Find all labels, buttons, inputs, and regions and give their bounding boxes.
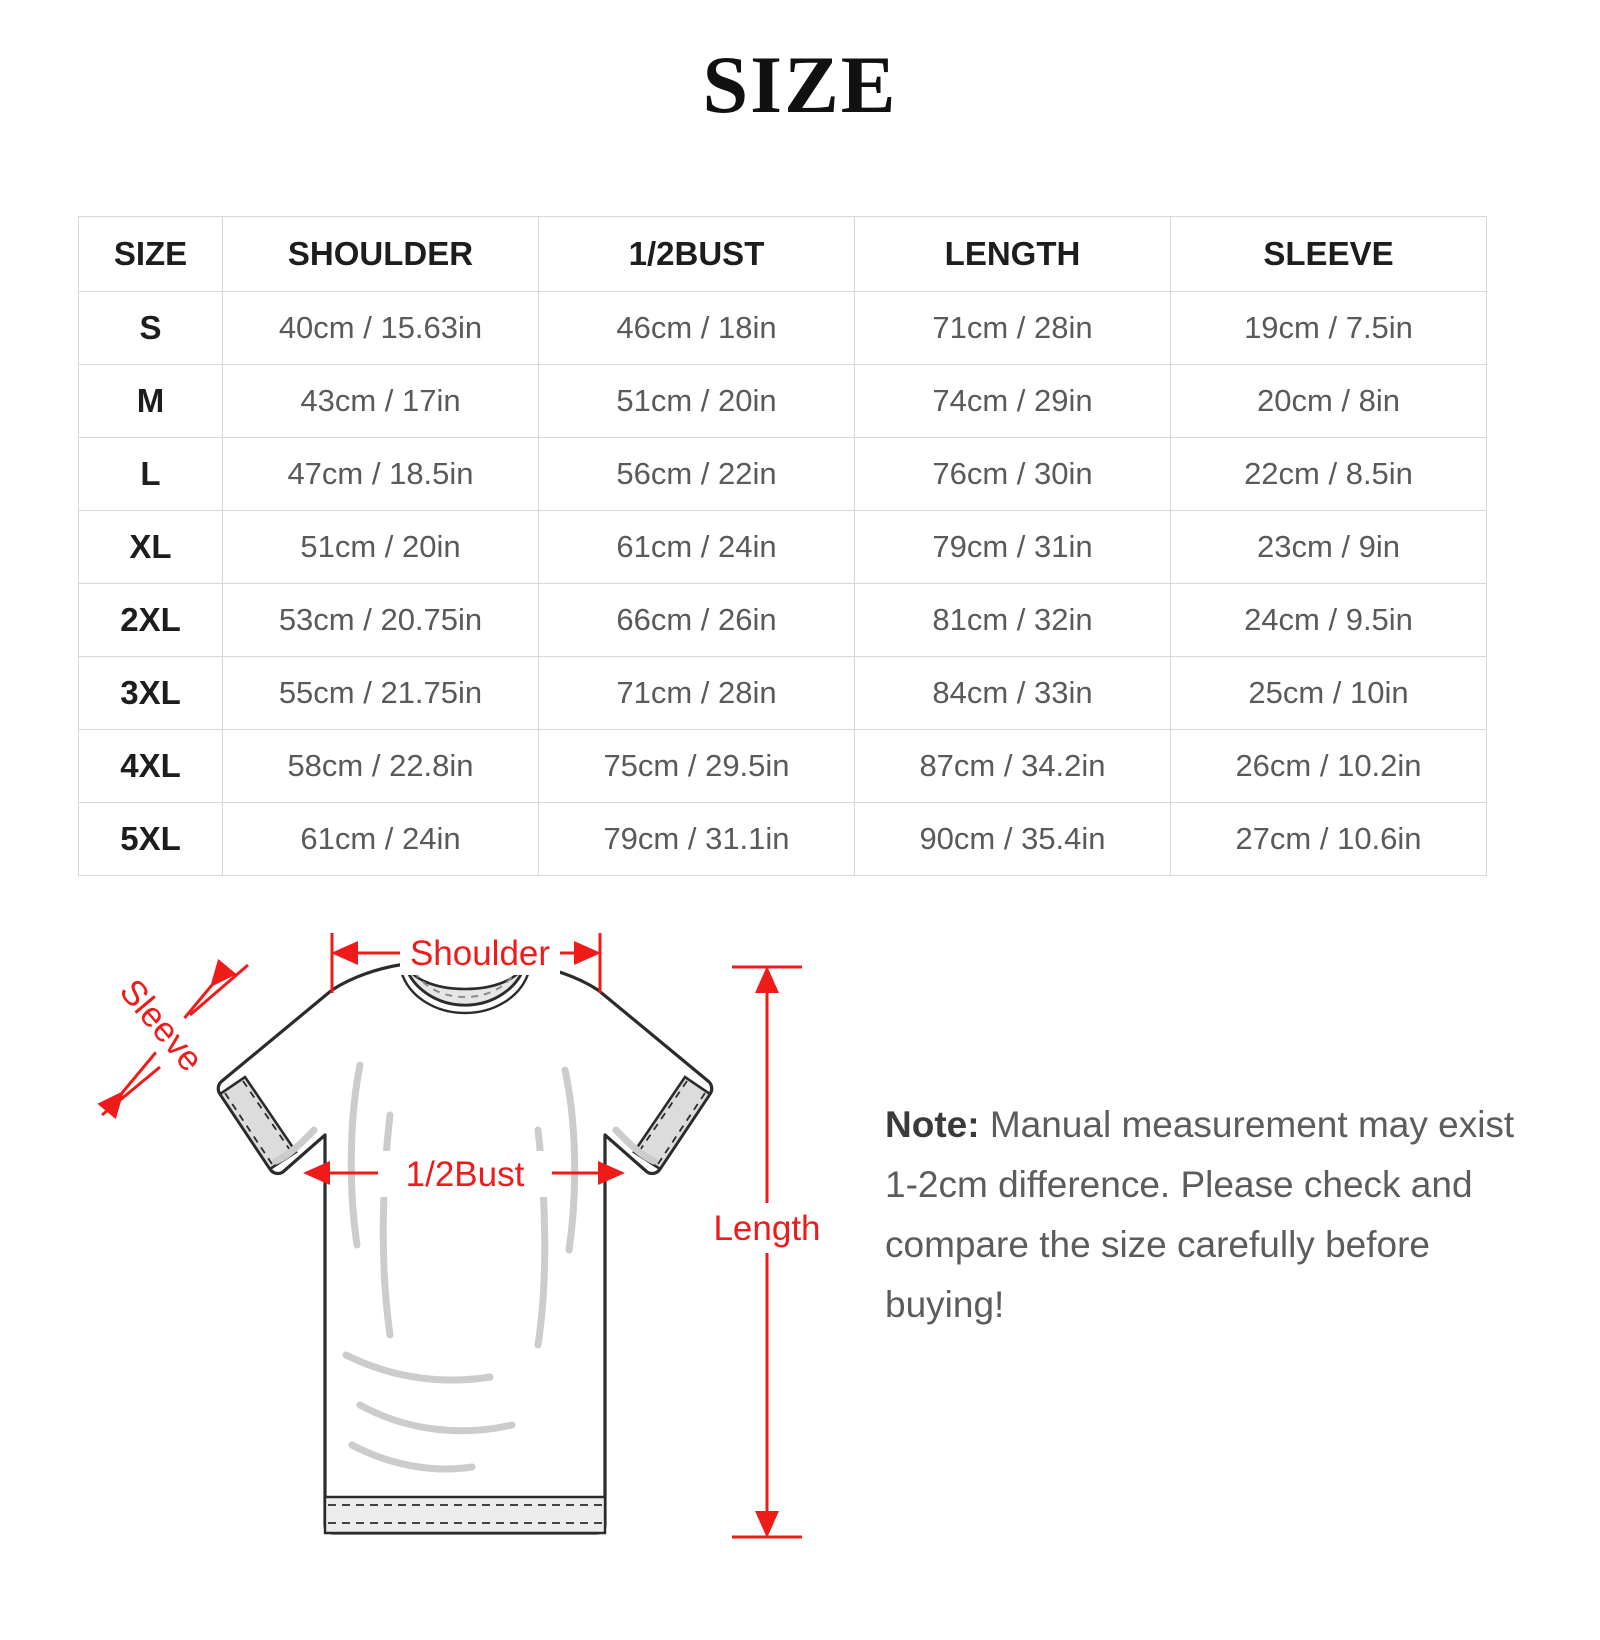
cell-size: 4XL (79, 730, 223, 803)
shoulder-label: Shoulder (409, 934, 551, 973)
tshirt-illustration (218, 960, 711, 1533)
measurement-note (885, 1095, 1525, 1335)
cell-bust: 75cm / 29.5in (539, 730, 855, 803)
cell-length: 81cm / 32in (855, 584, 1171, 657)
table-row (79, 657, 1487, 730)
cell-length: 79cm / 31in (855, 511, 1171, 584)
measurement-diagram (60, 885, 860, 1605)
cell-sleeve: 24cm / 9.5in (1171, 584, 1487, 657)
cell-length: 84cm / 33in (855, 657, 1171, 730)
cell-sleeve: 27cm / 10.6in (1171, 803, 1487, 876)
table-row (79, 730, 1487, 803)
table-row (79, 511, 1487, 584)
table-row (79, 292, 1487, 365)
size-chart-table (78, 216, 1487, 876)
note-label: Note: (885, 1104, 980, 1145)
cell-bust: 71cm / 28in (539, 657, 855, 730)
cell-bust: 56cm / 22in (539, 438, 855, 511)
cell-size: S (79, 292, 223, 365)
column-header-shoulder: SHOULDER (223, 217, 539, 292)
cell-bust: 79cm / 31.1in (539, 803, 855, 876)
table-row (79, 365, 1487, 438)
cell-size: 5XL (79, 803, 223, 876)
column-header-length: LENGTH (855, 217, 1171, 292)
cell-shoulder: 55cm / 21.75in (223, 657, 539, 730)
cell-size: M (79, 365, 223, 438)
cell-shoulder: 47cm / 18.5in (223, 438, 539, 511)
cell-sleeve: 20cm / 8in (1171, 365, 1487, 438)
cell-bust: 61cm / 24in (539, 511, 855, 584)
size-chart-table-wrapper (78, 216, 1486, 876)
cell-size: 3XL (79, 657, 223, 730)
cell-sleeve: 22cm / 8.5in (1171, 438, 1487, 511)
cell-shoulder: 61cm / 24in (223, 803, 539, 876)
column-header-sleeve: SLEEVE (1171, 217, 1487, 292)
cell-bust: 51cm / 20in (539, 365, 855, 438)
cell-size: 2XL (79, 584, 223, 657)
length-label: Length (713, 1209, 821, 1248)
column-header-bust: 1/2BUST (539, 217, 855, 292)
cell-length: 74cm / 29in (855, 365, 1171, 438)
page-title: SIZE (702, 39, 898, 130)
length-dimension (705, 967, 830, 1537)
cell-sleeve: 19cm / 7.5in (1171, 292, 1487, 365)
table-row (79, 803, 1487, 876)
cell-size: XL (79, 511, 223, 584)
cell-bust: 46cm / 18in (539, 292, 855, 365)
cell-length: 71cm / 28in (855, 292, 1171, 365)
cell-sleeve: 25cm / 10in (1171, 657, 1487, 730)
cell-length: 90cm / 35.4in (855, 803, 1171, 876)
cell-sleeve: 23cm / 9in (1171, 511, 1487, 584)
cell-shoulder: 40cm / 15.63in (223, 292, 539, 365)
cell-shoulder: 58cm / 22.8in (223, 730, 539, 803)
cell-length: 76cm / 30in (855, 438, 1171, 511)
cell-bust: 66cm / 26in (539, 584, 855, 657)
cell-shoulder: 51cm / 20in (223, 511, 539, 584)
bust-label: 1/2Bust (405, 1155, 525, 1194)
cell-size: L (79, 438, 223, 511)
sleeve-label: Sleeve (111, 971, 211, 1079)
cell-sleeve: 26cm / 10.2in (1171, 730, 1487, 803)
column-header-size: SIZE (79, 217, 223, 292)
cell-shoulder: 43cm / 17in (223, 365, 539, 438)
table-row (79, 584, 1487, 657)
cell-shoulder: 53cm / 20.75in (223, 584, 539, 657)
table-header-row (79, 217, 1487, 292)
cell-length: 87cm / 34.2in (855, 730, 1171, 803)
table-row (79, 438, 1487, 511)
note-text: Manual measurement may exist 1-2cm difference. Please check and compare the size carefully before buying! (885, 1104, 1515, 1325)
